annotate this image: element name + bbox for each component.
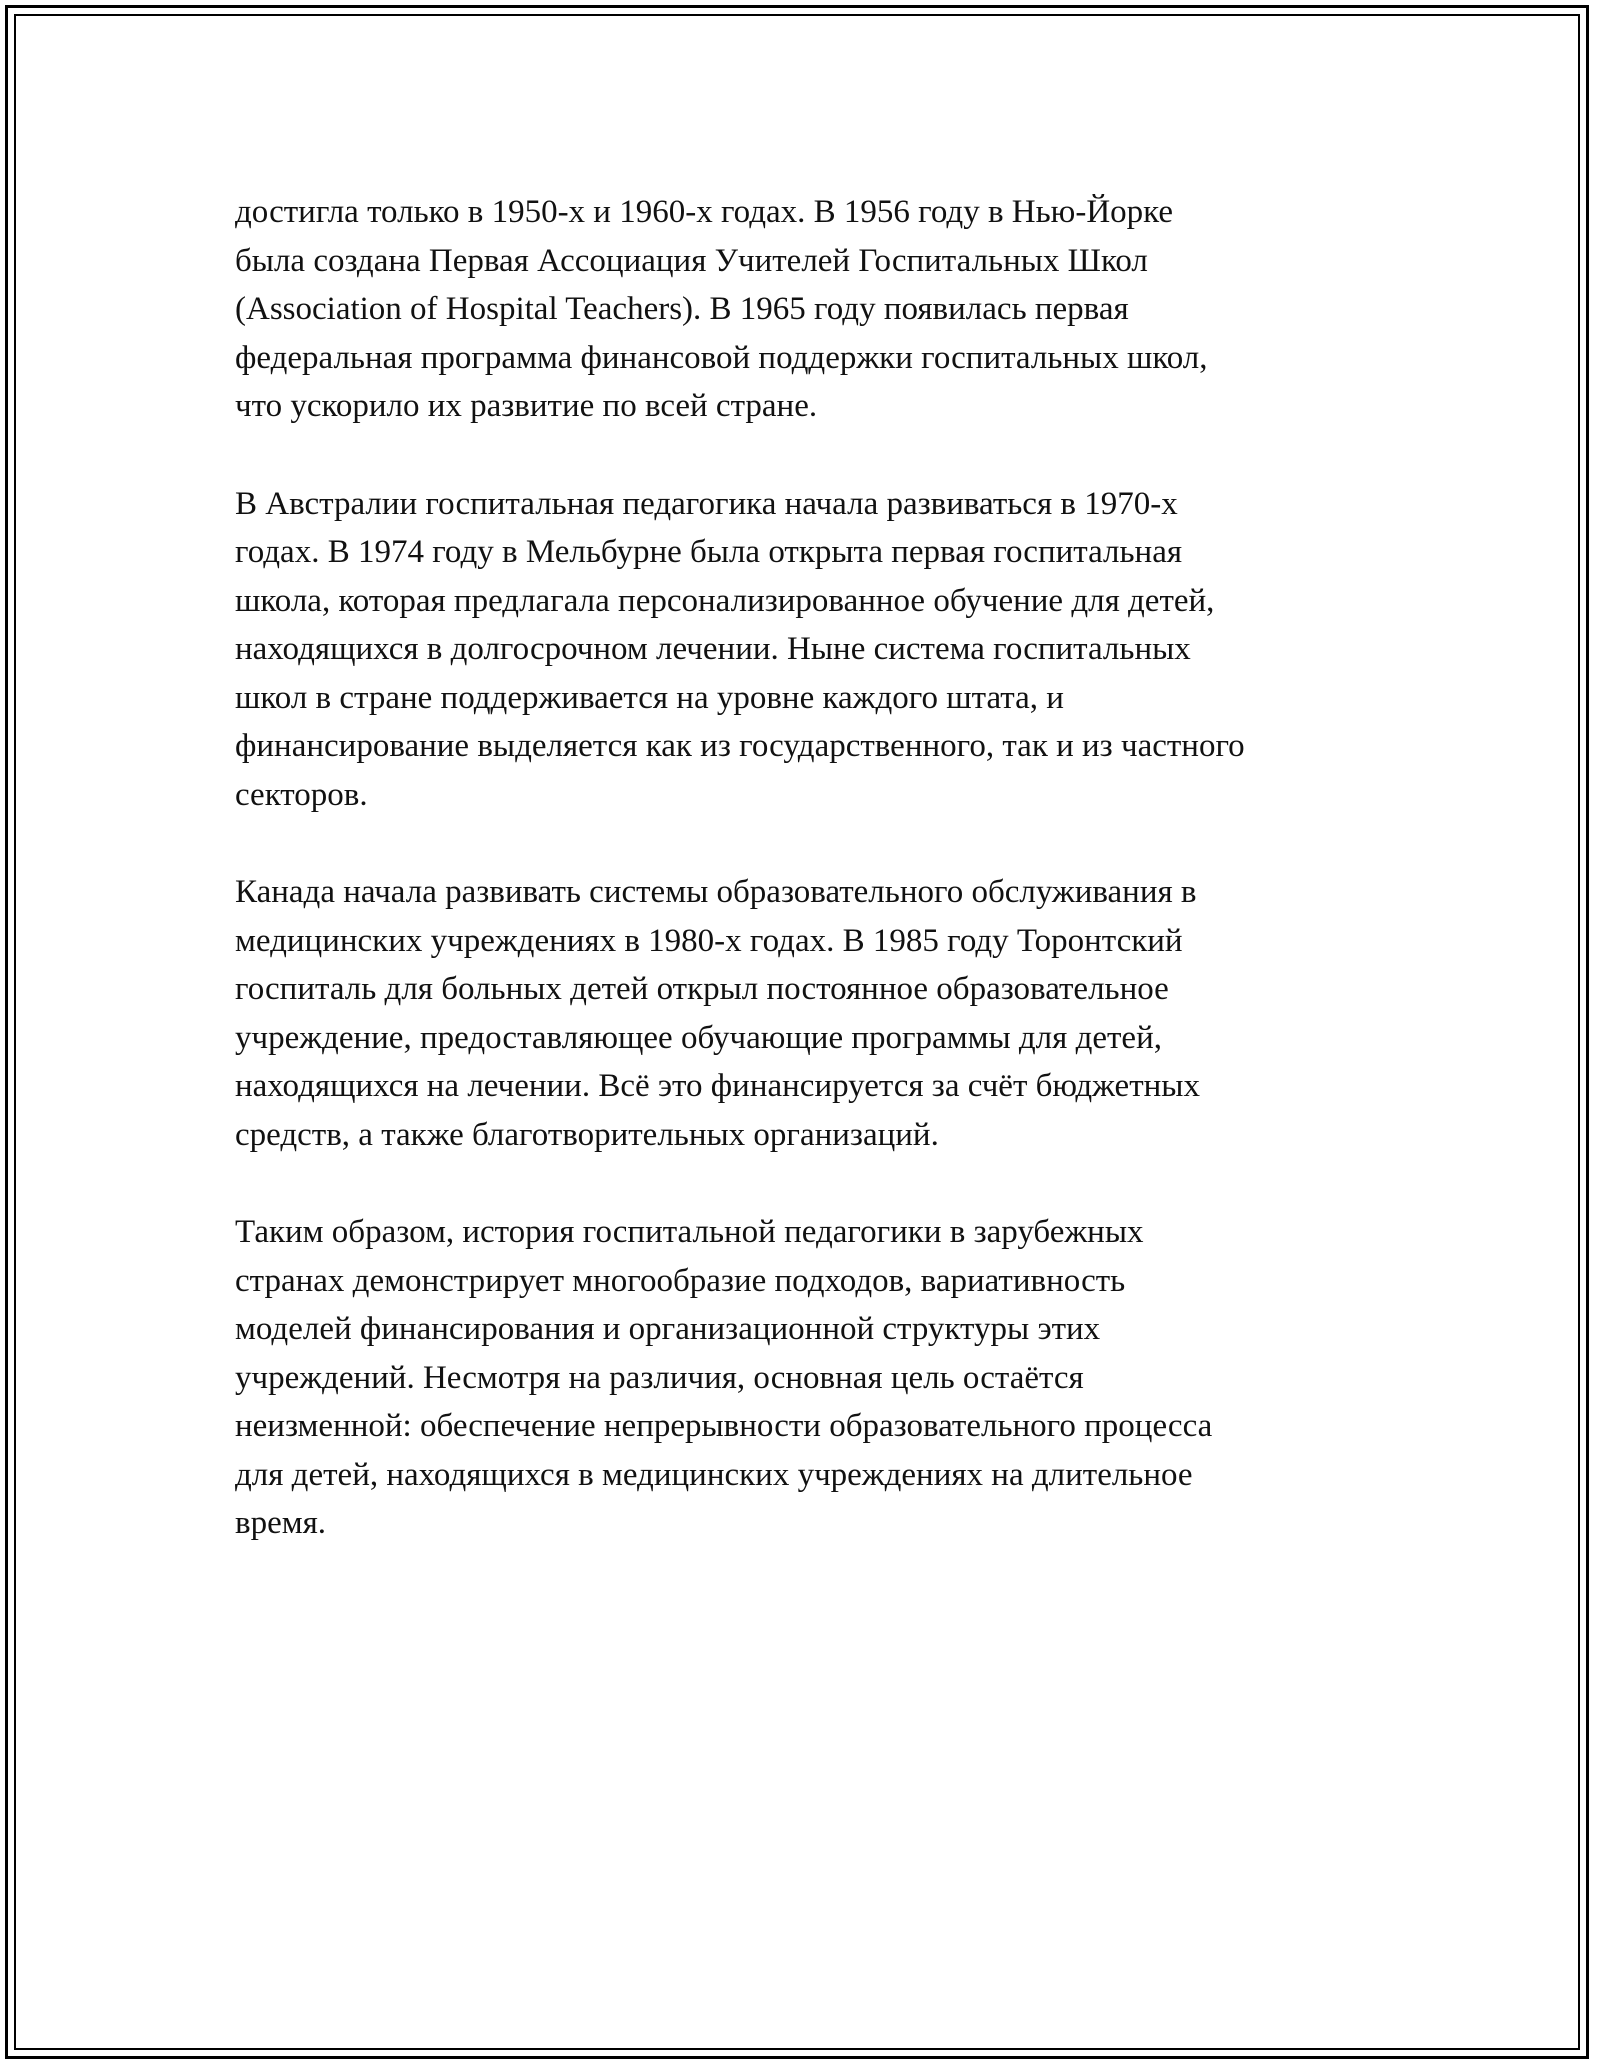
paragraph-canada	[235, 868, 1405, 1159]
text-line: финансирование выделяется как из государственного, так и из частного	[235, 728, 1245, 764]
text-line: федеральная программа финансовой поддержки госпитальных школ,	[235, 339, 1208, 376]
text-line: Таким образом, история госпитальной педагогики в зарубежных	[235, 1214, 1144, 1250]
text-line: неизменной: обеспечение непрерывности образовательного процесса	[235, 1408, 1213, 1444]
text-line: что ускорило их развитие по всей стране.	[235, 388, 818, 424]
text-line: (Association of Hospital Teachers). В 1965 году появилась первая	[235, 291, 1129, 327]
paragraph-us-hospital-schools	[235, 188, 1405, 431]
text-line: достигла только в 1950-х и 1960-х годах. В 1956 году в Нью-Йорке	[235, 194, 1174, 230]
document-body	[235, 188, 1405, 1597]
text-line: секторов.	[235, 776, 368, 813]
text-line: странах демонстрирует многообразие подходов, вариативность	[235, 1262, 1126, 1299]
paragraph-conclusion	[235, 1208, 1405, 1548]
text-line: школа, которая предлагала персонализированное обучение для детей,	[235, 582, 1215, 619]
text-line: Канада начала развивать системы образовательного обслуживания в	[235, 874, 1197, 910]
text-line: годах. В 1974 году в Мельбурне была открыта первая госпитальная	[235, 534, 1183, 570]
text-line: госпиталь для больных детей открыл постоянное образовательное	[235, 971, 1169, 1007]
paragraph-australia	[235, 480, 1405, 820]
text-line: средств, а также благотворительных организаций.	[235, 1116, 939, 1153]
text-line: находящихся в долгосрочном лечении. Ныне система госпитальных	[235, 631, 1191, 667]
text-line: В Австралии госпитальная педагогика начала развиваться в 1970-х	[235, 485, 1178, 522]
text-line: учреждений. Несмотря на различия, основная цель остаётся	[235, 1359, 1084, 1396]
text-line: моделей финансирования и организационной структуры этих	[235, 1311, 1101, 1347]
text-line: медицинских учреждениях в 1980-х годах. В 1985 году Торонтский	[235, 922, 1183, 959]
text-line: была создана Первая Ассоциация Учителей Госпитальных Школ	[235, 242, 1148, 279]
text-line: находящихся на лечении. Всё это финансируется за счёт бюджетных	[235, 1068, 1200, 1104]
text-line: для детей, находящихся в медицинских учреждениях на длительное	[235, 1456, 1193, 1493]
text-line: школ в стране поддерживается на уровне каждого штата, и	[235, 679, 1064, 716]
text-line: время.	[235, 1505, 327, 1541]
text-line: учреждение, предоставляющее обучающие программы для детей,	[235, 1019, 1162, 1056]
